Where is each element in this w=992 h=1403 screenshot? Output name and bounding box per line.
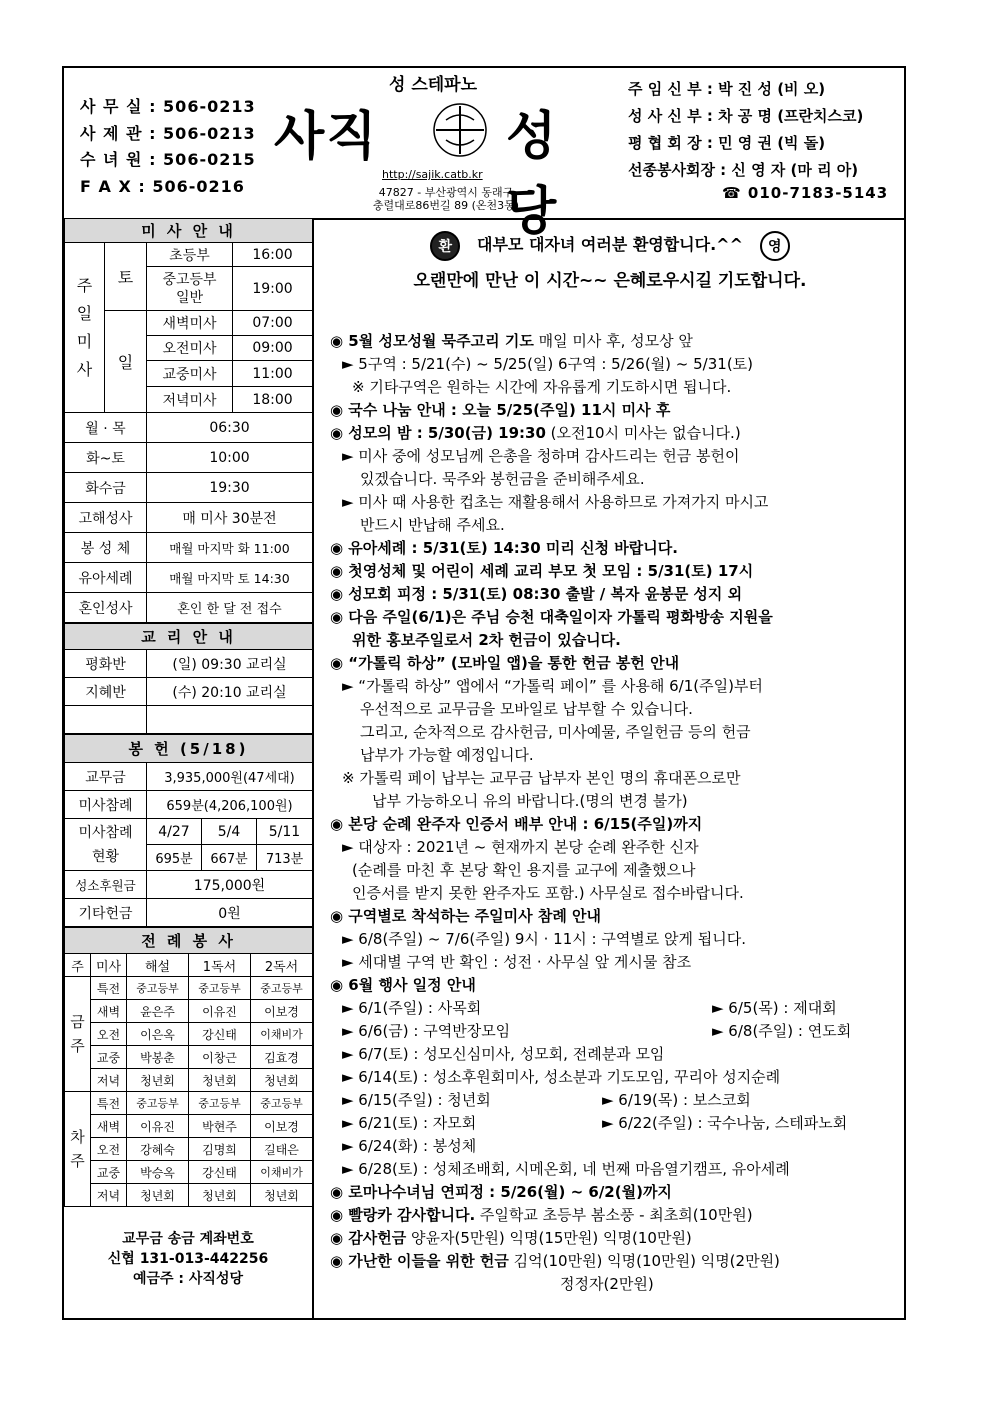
liturgy-server: 청년회 bbox=[189, 1069, 251, 1092]
liturgy-server: 중고등부 bbox=[127, 977, 189, 1000]
doctrine-class: 지혜반 bbox=[65, 678, 147, 706]
welcome-badge-icon: 환 bbox=[430, 231, 460, 261]
liturgy-mass: 특전 bbox=[91, 977, 127, 1000]
week2-label: 차주 bbox=[65, 1092, 91, 1207]
notice-detail: 위한 홍보주일로서 2차 헌금이 있습니다. bbox=[352, 631, 621, 649]
offering-label: 미사참례 bbox=[65, 791, 147, 819]
liturgy-server: 강신태 bbox=[189, 1023, 251, 1046]
schedule-row: ► 6/7(토) : 성모신심미사, 성모회, 전례분과 모임 bbox=[342, 1045, 665, 1063]
church-url[interactable]: http://sajik.catb.kr bbox=[382, 168, 483, 181]
liturgy-server: 박봉춘 bbox=[127, 1046, 189, 1069]
notice-detail: 납부 가능하오니 유의 바랍니다.(명의 변경 불가) bbox=[372, 792, 688, 810]
church-subtitle: 성 스테파노 bbox=[389, 75, 478, 95]
week1-label: 금주 bbox=[65, 977, 91, 1092]
liturgy-server: 이유진 bbox=[189, 1000, 251, 1023]
doctrine-time: (일) 09:30 교리실 bbox=[147, 650, 313, 678]
bulletin-frame bbox=[62, 66, 906, 1320]
notice-detail: 반드시 반납해 주세요. bbox=[360, 516, 505, 534]
liturgy-head: 2독서 bbox=[251, 954, 313, 977]
mass-sun-time: 18:00 bbox=[233, 387, 313, 413]
liturgy-server: 강혜숙 bbox=[127, 1138, 189, 1161]
liturgy-server: 중고등부 bbox=[189, 1092, 251, 1115]
attendance-count: 713분 bbox=[257, 845, 313, 871]
notice-first-communion: ◉ 첫영성체 및 어린이 세례 교리 부모 첫 모임 : 5/31(토) 17시 bbox=[330, 562, 754, 580]
notice-detail: 우선적으로 교무금을 모바일로 납부할 수 있습니다. bbox=[360, 700, 693, 718]
mass-sun-time: 11:00 bbox=[233, 361, 313, 387]
attendance-date: 5/11 bbox=[257, 819, 313, 845]
contact-fax: F A X : 506-0216 bbox=[80, 176, 245, 196]
account-title: 교무금 송금 계좌번호 bbox=[122, 1231, 254, 1247]
schedule-row: ► 6/21(토) : 자모회 ► 6/22(주일) : 국수나눔, 스테파노회 bbox=[342, 1114, 848, 1132]
account-number: 신협 131-013-442256 bbox=[107, 1251, 269, 1267]
notice-seating: ◉ 구역별로 착석하는 주일미사 참례 안내 bbox=[330, 907, 602, 925]
staff-list bbox=[628, 76, 863, 184]
sunday-mass-label: 주일미사 bbox=[65, 243, 105, 413]
sacrament-time: 매월 마지막 토 14:30 bbox=[147, 563, 313, 593]
offering-label: 교무금 bbox=[65, 763, 147, 791]
cross-logo-icon bbox=[432, 102, 488, 158]
weekday-label: 화수금 bbox=[65, 473, 147, 503]
sacrament-label: 고해성사 bbox=[65, 503, 147, 533]
account-info bbox=[64, 1207, 312, 1289]
schedule-row: ► 6/28(토) : 성체조배회, 시메온회, 네 번째 마음열기캠프, 유아세례 bbox=[342, 1160, 790, 1178]
notice-ascension: ◉ 다음 주일(6/1)은 주님 승천 대축일이자 가톨릭 평화방송 지원을 bbox=[330, 608, 773, 626]
sacrament-time: 매 미사 30분전 bbox=[147, 503, 313, 533]
attendance-label: 미사참례 현황 bbox=[65, 819, 147, 871]
contact-convent: 수 녀 원 : 506-0215 bbox=[80, 150, 256, 169]
liturgy-server: 중고등부 bbox=[251, 1092, 313, 1115]
offering-value: 659분(4,206,100원) bbox=[147, 791, 313, 819]
staff-pastor: 주 임 신 부 : 박 진 성 (비 오) bbox=[628, 80, 826, 98]
sunday-label: 일 bbox=[105, 311, 147, 413]
sacrament-label: 혼인성사 bbox=[65, 593, 147, 623]
liturgy-server: 청년회 bbox=[251, 1184, 313, 1207]
notice-detail: ※ 기타구역은 원하는 시간에 자유롭게 기도하시면 됩니다. bbox=[352, 378, 732, 396]
liturgy-server: 김효경 bbox=[251, 1046, 313, 1069]
welcome-line-2: 오랜만에 만난 이 시간~~ 은혜로우시길 기도합니다. bbox=[413, 271, 807, 291]
schedule-row: ► 6/1(주일) : 사목회 ► 6/5(목) : 제대회 bbox=[342, 999, 837, 1017]
liturgy-mass: 교중 bbox=[91, 1046, 127, 1069]
liturgy-server: 윤은주 bbox=[127, 1000, 189, 1023]
liturgy-head: 미사 bbox=[91, 954, 127, 977]
notice-baptism: ◉ 유아세례 : 5/31(토) 14:30 미리 신청 바랍니다. bbox=[330, 539, 678, 557]
notice-retreat: ◉ 성모회 피정 : 5/31(토) 08:30 출발 / 복자 윤봉문 성지 외 bbox=[330, 585, 743, 603]
liturgy-mass: 새벽 bbox=[91, 1000, 127, 1023]
mass-sun-time: 09:00 bbox=[233, 336, 313, 361]
sacrament-time: 혼인 한 달 전 접수 bbox=[147, 593, 313, 623]
welcome-badge-icon: 영 bbox=[760, 231, 790, 261]
notice-detail: ► 미사 중에 성모님께 은총을 청하며 감사드리는 헌금 봉헌이 bbox=[342, 447, 740, 465]
contact-office: 사 무 실 : 506-0213 bbox=[80, 97, 256, 116]
notice-detail: ► 미사 때 사용한 컵초는 재활용해서 사용하므로 가져가지 마시고 bbox=[342, 493, 769, 511]
offering-value: 3,935,000원(47세대) bbox=[147, 763, 313, 791]
liturgy-server: 박현주 bbox=[189, 1115, 251, 1138]
mass-sun-name: 교중미사 bbox=[147, 361, 233, 387]
weekday-label: 월 · 목 bbox=[65, 413, 147, 443]
attendance-count: 667분 bbox=[202, 845, 257, 871]
notice-june-schedule: ◉ 6월 행사 일정 안내 bbox=[330, 976, 476, 994]
staff-funeral: 선종봉사회장 : 신 영 자 (마 리 아) bbox=[628, 161, 859, 179]
saturday-label: 토 bbox=[105, 243, 147, 311]
liturgy-server: 이채비가 bbox=[251, 1023, 313, 1046]
liturgy-server: 길태은 bbox=[251, 1138, 313, 1161]
schedule-row: ► 6/6(금) : 구역반장모임 ► 6/8(주일) : 연도회 bbox=[342, 1022, 852, 1040]
offering-title: 봉 헌 (5/18) bbox=[65, 735, 313, 763]
mass-title: 미 사 안 내 bbox=[65, 219, 313, 243]
liturgy-server: 이보경 bbox=[251, 1000, 313, 1023]
notice-detail: 정정자(2만원) bbox=[560, 1275, 654, 1293]
notice-list bbox=[330, 330, 900, 1296]
address-line-1: 47827 - 부산광역시 동래구 bbox=[378, 186, 514, 199]
liturgy-server: 이채비가 bbox=[251, 1161, 313, 1184]
notice-detail: ► 5구역 : 5/21(수) ~ 5/25(일) 6구역 : 5/26(월) ~ 5/31(토) bbox=[342, 355, 754, 373]
schedule-row: ► 6/24(화) : 봉성체 bbox=[342, 1137, 477, 1155]
liturgy-server: 청년회 bbox=[127, 1069, 189, 1092]
notice-palanca: ◉ 빨랑카 감사합니다. 주일학교 초등부 봄소풍 - 최초희(10만원) bbox=[330, 1206, 753, 1224]
staff-associate: 성 사 신 부 : 차 공 명 (프란치스코) bbox=[628, 107, 864, 125]
attendance-count: 695분 bbox=[147, 845, 202, 871]
notice-thanks-offering: ◉ 감사헌금 양윤자(5만원) 익명(15만원) 익명(10만원) bbox=[330, 1229, 692, 1247]
doctrine-title: 교 리 안 내 bbox=[65, 624, 313, 650]
contact-rectory: 사 제 관 : 506-0213 bbox=[80, 123, 256, 143]
staff-council: 평 협 회 장 : 민 영 권 (빅 돌) bbox=[628, 134, 826, 152]
liturgy-server: 이은옥 bbox=[127, 1023, 189, 1046]
liturgy-mass: 오전 bbox=[91, 1138, 127, 1161]
mass-sat-name: 중고등부 일반 bbox=[147, 267, 233, 311]
doctrine-class bbox=[65, 706, 147, 734]
notice-detail: (순례를 마친 후 본당 확인 용지를 교구에 제출했으나 bbox=[352, 861, 696, 879]
doctrine-time: (수) 20:10 교리실 bbox=[147, 678, 313, 706]
notice-rosary: ◉ 5월 성모성월 묵주고리 기도 매일 미사 후, 성모상 앞 bbox=[330, 332, 693, 350]
contact-list bbox=[80, 94, 256, 200]
offering-label: 성소후원금 bbox=[65, 871, 147, 899]
welcome-message bbox=[316, 230, 904, 291]
liturgy-server: 박승옥 bbox=[127, 1161, 189, 1184]
mass-sat-time: 19:00 bbox=[233, 267, 313, 311]
doctrine-table bbox=[64, 623, 313, 734]
weekday-label: 화~토 bbox=[65, 443, 147, 473]
attendance-date: 5/4 bbox=[202, 819, 257, 845]
liturgy-server: 이유진 bbox=[127, 1115, 189, 1138]
sacrament-label: 유아세례 bbox=[65, 563, 147, 593]
notice-detail: ► 대상자 : 2021년 ~ 현재까지 본당 순례 완주한 신자 bbox=[342, 838, 699, 856]
mass-sun-name: 저녁미사 bbox=[147, 387, 233, 413]
notice-certificate: ◉ 본당 순례 완주자 인증서 배부 안내 : 6/15(주일)까지 bbox=[330, 815, 703, 833]
liturgy-mass: 교중 bbox=[91, 1161, 127, 1184]
notice-detail: 납부가 가능할 예정입니다. bbox=[360, 746, 534, 764]
liturgy-mass: 오전 bbox=[91, 1023, 127, 1046]
liturgy-server: 김명희 bbox=[189, 1138, 251, 1161]
notice-detail: ► 세대별 구역 반 확인 : 성전 · 사무실 앞 게시물 참조 bbox=[342, 953, 692, 971]
mass-sun-time: 07:00 bbox=[233, 311, 313, 336]
liturgy-server: 청년회 bbox=[251, 1069, 313, 1092]
liturgy-mass: 새벽 bbox=[91, 1115, 127, 1138]
mass-schedule-table bbox=[64, 218, 313, 623]
liturgy-server: 청년회 bbox=[127, 1184, 189, 1207]
offering-label: 기타헌금 bbox=[65, 899, 147, 927]
offering-value: 0원 bbox=[147, 899, 313, 927]
liturgy-mass: 저녁 bbox=[91, 1184, 127, 1207]
notice-mobile-app: ◉ “가톨릭 하상” (모바일 앱)을 통한 헌금 봉헌 안내 bbox=[330, 654, 680, 672]
weekday-time: 10:00 bbox=[147, 443, 313, 473]
notice-mary-night: ◉ 성모의 밤 : 5/30(금) 19:30 (오전10시 미사는 없습니다.) bbox=[330, 424, 741, 442]
notice-sister-retreat: ◉ 로마나수녀님 연피정 : 5/26(월) ~ 6/2(월)까지 bbox=[330, 1183, 672, 1201]
left-sidebar bbox=[64, 218, 314, 1318]
notice-detail: 인증서를 받지 못한 완주자도 포함.) 사무실로 접수바랍니다. bbox=[352, 884, 744, 902]
notice-detail: 있겠습니다. 묵주와 봉헌금을 준비해주세요. bbox=[360, 470, 645, 488]
notice-poor-offering: ◉ 가난한 이들을 위한 헌금 김억(10만원) 익명(10만원) 익명(2만원) bbox=[330, 1252, 780, 1270]
mass-sun-name: 오전미사 bbox=[147, 336, 233, 361]
attendance-date: 4/27 bbox=[147, 819, 202, 845]
weekday-time: 06:30 bbox=[147, 413, 313, 443]
notice-detail: 그리고, 순차적으로 감사헌금, 미사예물, 주일헌금 등의 헌금 bbox=[360, 723, 751, 741]
church-address bbox=[346, 186, 546, 212]
mass-sat-time: 16:00 bbox=[233, 243, 313, 267]
notice-detail: ► “가톨릭 하상” 앱에서 “가톨릭 페이” 를 사용해 6/1(주일)부터 bbox=[342, 677, 763, 695]
liturgy-title: 전 례 봉 사 bbox=[65, 928, 313, 954]
mass-sat-name: 초등부 bbox=[147, 243, 233, 267]
weekday-time: 19:30 bbox=[147, 473, 313, 503]
schedule-row: ► 6/14(토) : 성소후원회미사, 성소분과 기도모임, 꾸리아 성지순례 bbox=[342, 1068, 781, 1086]
welcome-line-1: 대부모 대자녀 여러분 환영합니다.^^ bbox=[477, 235, 743, 254]
title-right: 성당 bbox=[506, 107, 559, 242]
doctrine-time bbox=[147, 706, 313, 734]
schedule-row: ► 6/15(주일) : 청년회 ► 6/19(목) : 보스코회 bbox=[342, 1091, 751, 1109]
notice-noodle: ◉ 국수 나눔 안내 : 오늘 5/25(주일) 11시 미사 후 bbox=[330, 401, 671, 419]
title-left: 사직 bbox=[274, 107, 379, 167]
mass-sun-name: 새벽미사 bbox=[147, 311, 233, 336]
liturgy-server: 이보경 bbox=[251, 1115, 313, 1138]
account-holder: 예금주 : 사직성당 bbox=[132, 1271, 243, 1287]
liturgy-server: 청년회 bbox=[189, 1184, 251, 1207]
liturgy-head: 주 bbox=[65, 954, 91, 977]
liturgy-server: 중고등부 bbox=[127, 1092, 189, 1115]
liturgy-server: 중고등부 bbox=[189, 977, 251, 1000]
offering-value: 175,000원 bbox=[147, 871, 313, 899]
liturgy-head: 1독서 bbox=[189, 954, 251, 977]
liturgy-server: 중고등부 bbox=[251, 977, 313, 1000]
notice-detail: ※ 가톨릭 페이 납부는 교무금 납부자 본인 명의 휴대폰으로만 bbox=[342, 769, 741, 787]
sacrament-label: 봉 성 체 bbox=[65, 533, 147, 563]
liturgy-server: 강신태 bbox=[189, 1161, 251, 1184]
phone-number: ☎ 010-7183-5143 bbox=[722, 184, 889, 202]
doctrine-class: 평화반 bbox=[65, 650, 147, 678]
address-line-2: 충렬대로86번길 89 (온천3동) bbox=[372, 199, 520, 212]
liturgy-mass: 저녁 bbox=[91, 1069, 127, 1092]
offering-table bbox=[64, 734, 313, 927]
liturgy-mass: 특전 bbox=[91, 1092, 127, 1115]
liturgy-server: 이창근 bbox=[189, 1046, 251, 1069]
liturgy-head: 해설 bbox=[127, 954, 189, 977]
notice-column bbox=[316, 218, 904, 1318]
liturgy-table bbox=[64, 927, 313, 1207]
notice-detail: ► 6/8(주일) ~ 7/6(주일) 9시 · 11시 : 구역별로 앉게 됩니다. bbox=[342, 930, 747, 948]
sacrament-time: 매월 마지막 화 11:00 bbox=[147, 533, 313, 563]
